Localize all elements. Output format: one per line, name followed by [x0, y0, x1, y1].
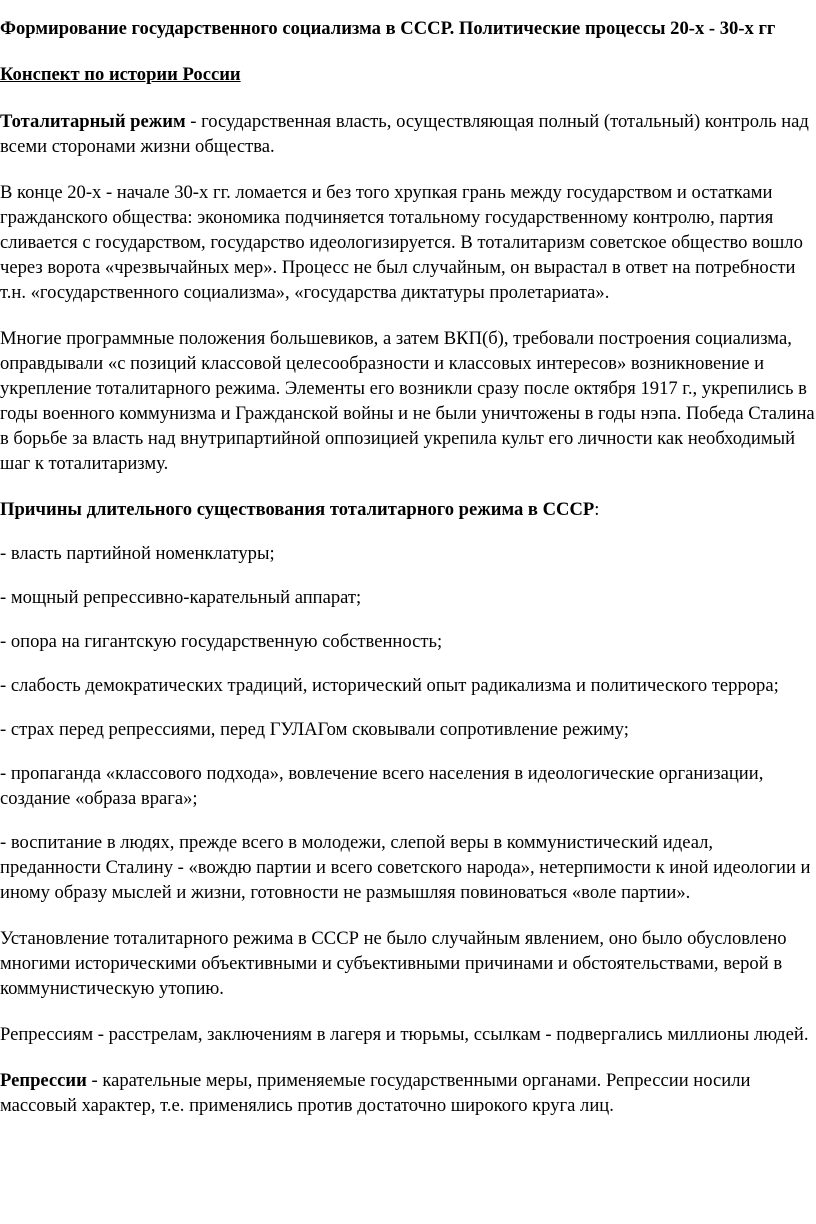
list-item: - слабость демократических традиций, исторический опыт радикализма и политического террора;: [0, 675, 779, 696]
document-title: Формирование государственного социализма в СССР. Политические процессы 20-х - 30-х гг: [0, 18, 776, 39]
document-subtitle: Конспект по истории России: [0, 64, 241, 85]
definition-text: - карательные меры, применяемые государственными органами. Репрессии носили массовый характер, т.е. применялись против достаточно широкого круга лиц.: [0, 1070, 751, 1116]
paragraph-2: Многие программные положения большевиков, а затем ВКП(б), требовали построения социализма, оправдывали «с позиций классовой целесообразности и классовых интересов» возникновение и укрепление тоталитарного режима. Элементы его возникли сразу после октября 1917 г., укрепились в годы военного коммунизма и Гражданской войны и не были уничтожены в годы нэпа. Победа Сталина в борьбе за власть над внутрипартийной оппозицией укрепила культ его личности как необходимый шаг к тоталитаризму.: [0, 328, 815, 474]
paragraph-3: Установление тоталитарного режима в СССР не было случайным явлением, оно было обусловлено многими историческими объективными и субъективными причинами и обстоятельствами, верой в коммунистическую утопию.: [0, 928, 787, 999]
definition-repressions: [0, 1068, 816, 1118]
paragraph-4: Репрессиям - расстрелам, заключениям в лагеря и тюрьмы, ссылкам - подвергались миллионы людей.: [0, 1024, 809, 1045]
definition-text: - государственная власть, осуществляющая полный (тотальный) контроль над всеми сторонами жизни общества.: [0, 111, 809, 157]
reasons-heading-text: Причины длительного существования тоталитарного режима в СССР: [0, 499, 595, 520]
list-item: - пропаганда «классового подхода», вовлечение всего населения в идеологические организации, создание «образа врага»;: [0, 763, 764, 809]
list-item: - воспитание в людях, прежде всего в молодежи, слепой веры в коммунистический идеал, преданности Сталину - «вождю партии и всего советского народа», нетерпимости к иной идеологии и иному образу мыслей и жизни, готовности не размышляя повиноваться «воле партии».: [0, 832, 811, 903]
reasons-heading: [0, 497, 816, 522]
definition-term: Тоталитарный режим: [0, 111, 186, 132]
reasons-heading-colon: :: [594, 499, 600, 520]
paragraph-1: В конце 20-х - начале 30-х гг. ломается и без того хрупкая грань между государством и остатками гражданского общества: экономика подчиняется тотальному государственному контролю, партия сливается с государством, государство идеологизируется. В тоталитаризм советское общество вошло через ворота «чрезвычайных мер». Процесс не был случайным, он вырастал в ответ на потребности т.н. «государственного социализма», «государства диктатуры пролетариата».: [0, 182, 803, 303]
definition-term: Репрессии: [0, 1070, 87, 1091]
definition-totalitarian-regime: [0, 109, 816, 159]
list-item: - мощный репрессивно-карательный аппарат;: [0, 587, 362, 608]
list-item: - страх перед репрессиями, перед ГУЛАГом сковывали сопротивление режиму;: [0, 719, 629, 740]
list-item: - опора на гигантскую государственную собственность;: [0, 631, 443, 652]
list-item: - власть партийной номенклатуры;: [0, 543, 275, 564]
